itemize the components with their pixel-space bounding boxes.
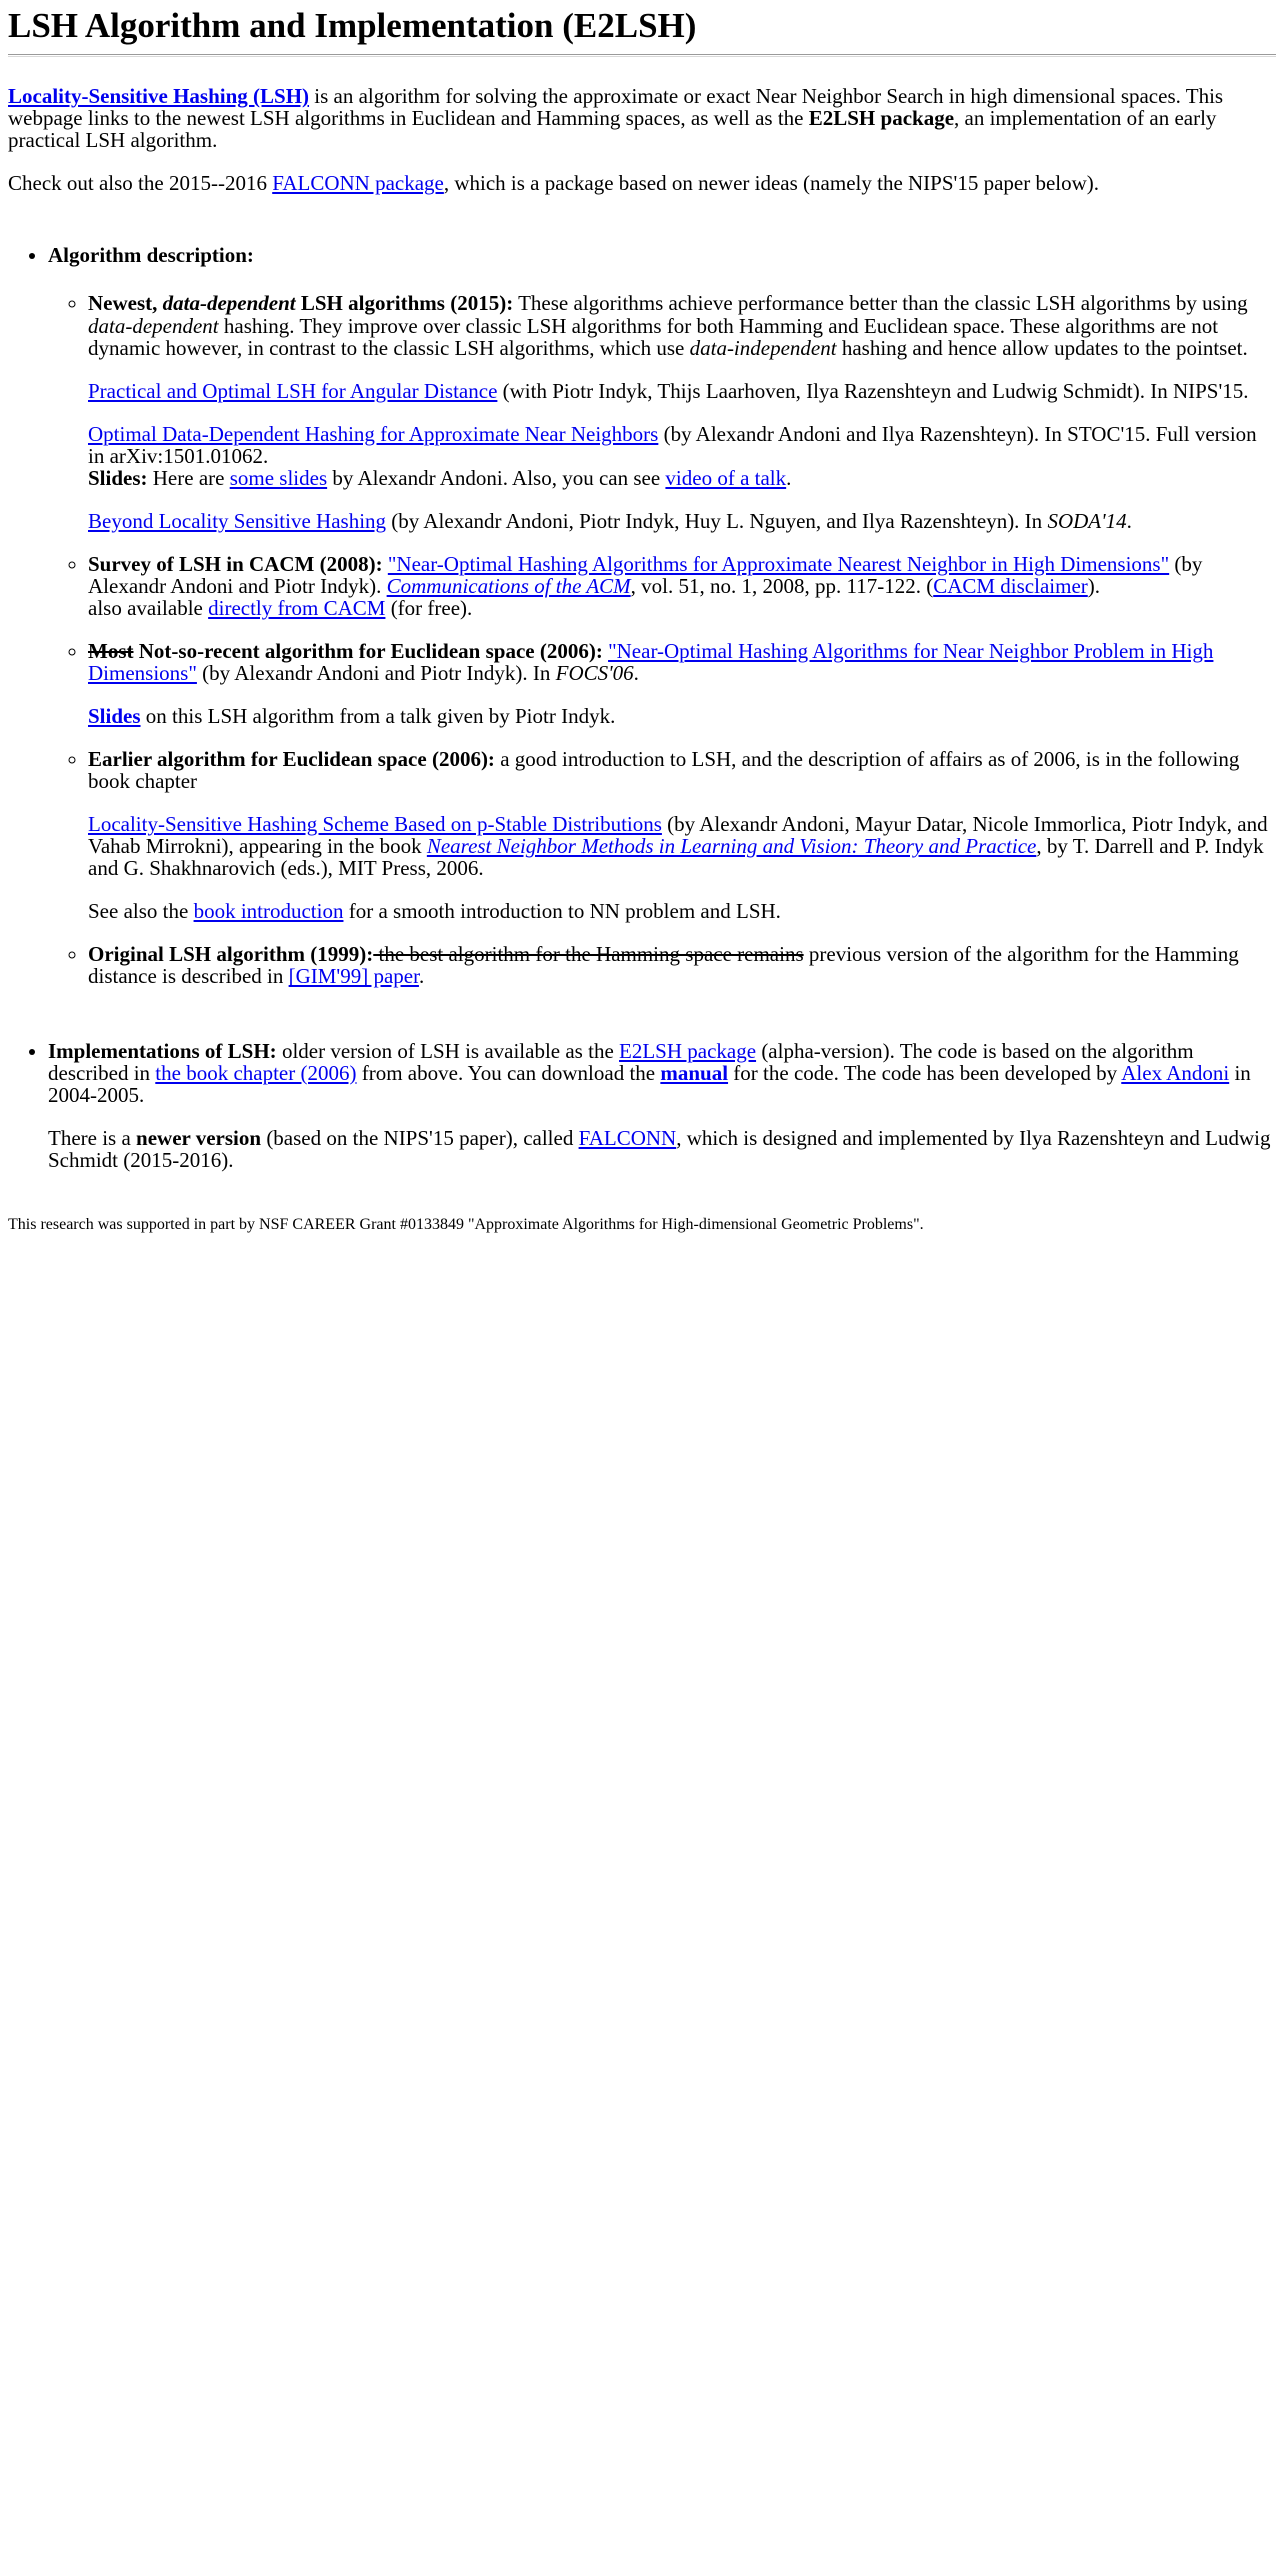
falconn-link[interactable]: FALCONN	[578, 1125, 677, 1150]
not-so-recent-description: ◦ Most Not-so-recent algorithm for Euclidean space (2006): "Near-Optimal Hashing Algorithms for Near Neighbor Problem in High Dimensions" (by Alexandr Andoni and Piotr Indyk). In FOCS'06.	[88, 639, 1214, 686]
funding-footer: This research was supported in part by NSF CAREER Grant #0133849 "Approximate Algorithms for High-dimensional Geometric Problems".	[8, 1215, 924, 1233]
not-so-recent-item	[88, 640, 1276, 727]
slides-link[interactable]: Slides	[88, 704, 141, 729]
earlier-description: ◦ Earlier algorithm for Euclidean space (2006): a good introduction to LSH, and the description of affairs as of 2006, is in the following book chapter	[88, 747, 1240, 794]
algorithm-description-item	[48, 244, 1276, 987]
beyond-lsh-entry: Beyond Locality Sensitive Hashing (by Alexandr Andoni, Piotr Indyk, Huy L. Nguyen, and Ilya Razenshteyn). In SODA'14.	[88, 508, 1132, 533]
newest-description: ◦ Newest, data-dependent LSH algorithms (2015): These algorithms achieve performance better than the classic LSH algorithms by using data-dependent hashing. They improve over classic LSH algorithms for both Hamming and Euclidean space. These algorithms are not dynamic however, in contrast to the classic LSH algorithms, which use data-independent hashing and hence allow updates to the pointset.	[88, 291, 1248, 360]
book-introduction-link[interactable]: book introduction	[193, 899, 344, 924]
page-title: LSH Algorithm and Implementation (E2LSH)	[8, 6, 697, 45]
slides-label: Slides:	[88, 465, 148, 490]
angular-lsh-link[interactable]: Practical and Optimal LSH for Angular Distance	[88, 378, 498, 403]
data-dependent-entry: Optimal Data-Dependent Hashing for Approximate Near Neighbors (by Alexandr Andoni and Ilya Razenshteyn). In STOC'15. Full version in arXiv:1501.01062. Slides: Here are some slides by Alexandr Andoni. Also, you can see video of a talk.	[88, 421, 1257, 490]
not-so-recent-heading: Most Not-so-recent algorithm for Euclidean space (2006):	[88, 639, 603, 663]
book-chapter-link[interactable]: the book chapter (2006)	[155, 1060, 357, 1085]
survey-heading: Survey of LSH in CACM (2008):	[88, 551, 383, 576]
page	[0, 0, 1284, 1234]
nn-methods-book-link[interactable]: Nearest Neighbor Methods in Learning and Vision: Theory and Practice	[426, 834, 1037, 859]
struck-text: the best algorithm for the Hamming space remains	[373, 942, 804, 967]
earlier-heading: Earlier algorithm for Euclidean space (2006):	[88, 747, 495, 772]
intro-text-1: is an algorithm for solving the approximate or exact Near Neighbor Search in high dimensional spaces. This webpage links to the newest LSH algorithms in Euclidean and Hamming spaces, as well as the	[8, 84, 1224, 131]
data-dependent-hashing-link[interactable]: Optimal Data-Dependent Hashing for Approximate Near Neighbors	[88, 421, 659, 446]
some-slides-link[interactable]: some slides	[229, 465, 328, 490]
title-divider	[8, 54, 1276, 57]
cacm-link[interactable]: Communications of the ACM	[386, 573, 631, 598]
see-also-entry: See also the book introduction for a smooth introduction to NN problem and LSH.	[88, 899, 781, 924]
implementations-item	[48, 1040, 1276, 1171]
cacm-disclaimer-link[interactable]: CACM disclaimer	[933, 573, 1088, 598]
survey-paper-link[interactable]: "Near-Optimal Hashing Algorithms for Approximate Nearest Neighbor in High Dimensions"	[387, 551, 1170, 576]
near-optimal-paper-link[interactable]: "Near-Optimal Hashing Algorithms for Near Neighbor Problem in High Dimensions"	[88, 639, 1214, 686]
lsh-link[interactable]: Locality-Sensitive Hashing (LSH)	[8, 84, 310, 109]
e2lsh-package-link[interactable]: E2LSH package	[619, 1038, 757, 1063]
algorithm-list	[48, 292, 1276, 987]
survey-item: ◦ Survey of LSH in CACM (2008): "Near-Optimal Hashing Algorithms for Approximate Nearest Neighbor in High Dimensions" (by Alexandr Andoni and Piotr Indyk). Communications of the ACM, vol. 51, no. 1, 2008, pp. 117-122. (CACM disclaimer). also available directly from CACM (for free).	[88, 553, 1276, 619]
gim99-paper-link[interactable]: [GIM'99] paper	[288, 964, 419, 989]
intro-text-2: , an implementation of an early practical LSH algorithm.	[8, 106, 1217, 153]
intro-paragraph	[8, 85, 1276, 151]
beyond-lsh-link[interactable]: Beyond Locality Sensitive Hashing	[88, 508, 387, 533]
implementations-description: • Implementations of LSH: older version of LSH is available as the E2LSH package (alpha-version). The code is based on the algorithm described in the book chapter (2006) from above. You can download the manual for the code. The code has been developed by Alex Andoni in 2004-2005.	[48, 1038, 1251, 1107]
p-stable-entry: Locality-Sensitive Hashing Scheme Based on p-Stable Distributions (by Alexandr Andoni, Mayur Datar, Nicole Immorlica, Piotr Indyk, and Vahab Mirrokni), appearing in the book Nearest Neighbor Methods in Learning and Vision: Theory and Practice, by T. Darrell and P. Indyk and G. Shakhnarovich (eds.), MIT Press, 2006.	[88, 812, 1268, 881]
newer-version-entry: There is a newer version (based on the NIPS'15 paper), called FALCONN, which is designed and implemented by Ilya Razenshteyn and Ludwig Schmidt (2015-2016).	[48, 1125, 1271, 1172]
earlier-algorithm-item	[88, 748, 1276, 922]
falconn-package-link[interactable]: FALCONN package	[272, 171, 444, 196]
newest-heading: Newest, data-dependent LSH algorithms (2015):	[88, 291, 514, 316]
original-heading: Original LSH algorithm (1999):	[88, 942, 374, 967]
newer-version-label: newer version	[136, 1125, 262, 1150]
implementations-heading: Implementations of LSH:	[48, 1038, 277, 1063]
alex-andoni-link[interactable]: Alex Andoni	[1121, 1060, 1230, 1085]
angular-lsh-entry: Practical and Optimal LSH for Angular Distance (with Piotr Indyk, Thijs Laarhoven, Ilya Razenshteyn and Ludwig Schmidt). In NIPS'15.	[88, 378, 1249, 403]
newest-algorithms-item	[88, 292, 1276, 531]
main-list	[8, 244, 1276, 1170]
directly-from-cacm-link[interactable]: directly from CACM	[208, 595, 386, 620]
slides-entry: Slides on this LSH algorithm from a talk given by Piotr Indyk.	[88, 704, 616, 729]
manual-link[interactable]: manual	[660, 1060, 729, 1085]
checkout-text-1: Check out also the 2015--2016	[8, 171, 273, 196]
e2lsh-package-label: E2LSH package	[808, 106, 955, 131]
p-stable-link[interactable]: Locality-Sensitive Hashing Scheme Based on p-Stable Distributions	[88, 812, 662, 837]
checkout-text-2: , which is a package based on newer ideas (namely the NIPS'15 paper below).	[443, 171, 1100, 196]
original-lsh-item: ◦ Original LSH algorithm (1999): the best algorithm for the Hamming space remains previous version of the algorithm for the Hamming distance is described in [GIM'99] paper.	[88, 943, 1276, 987]
checkout-paragraph	[8, 172, 1276, 194]
algorithm-description-heading: Algorithm description:	[48, 243, 254, 268]
video-of-talk-link[interactable]: video of a talk	[665, 465, 787, 490]
